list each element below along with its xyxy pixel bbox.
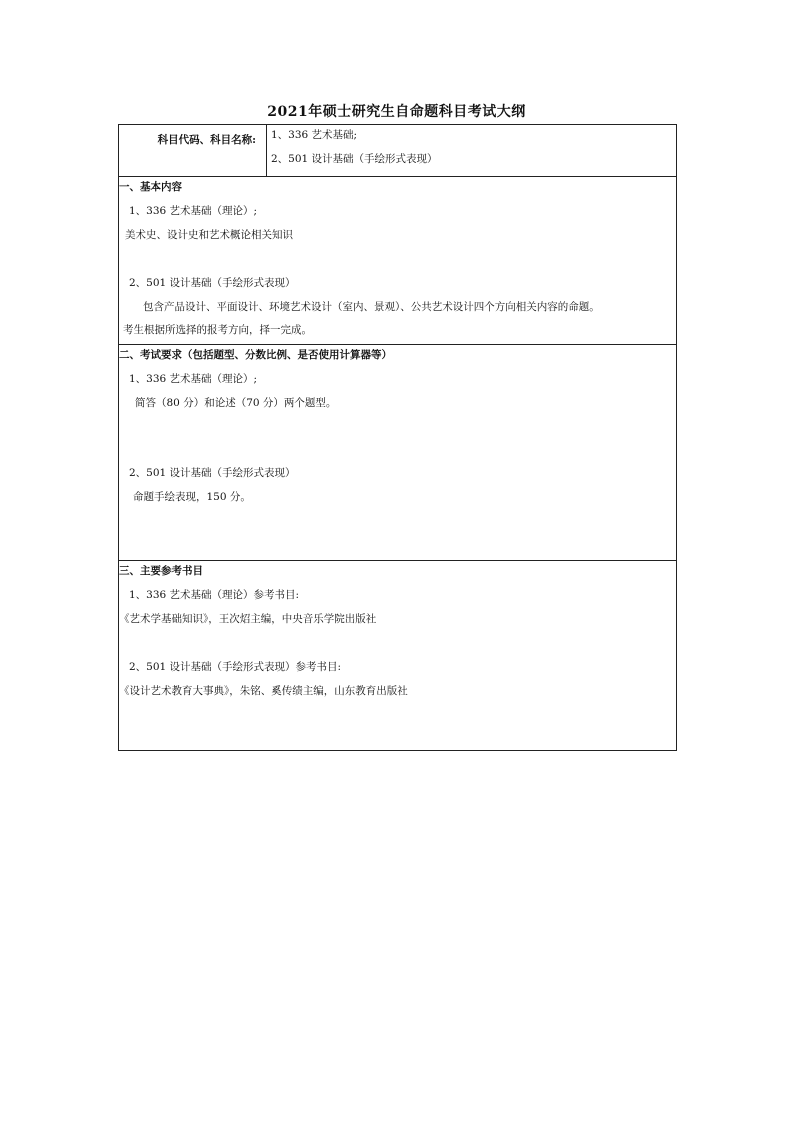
section-line: 2、501 设计基础（手绘形式表现） xyxy=(129,277,296,289)
section-basic-content xyxy=(119,176,676,344)
subject-item-336: 1、336 艺术基础; xyxy=(271,129,358,141)
section-line: 2、501 设计基础（手绘形式表现）参考书目: xyxy=(129,661,342,673)
section-line: 2、501 设计基础（手绘形式表现） xyxy=(129,467,296,479)
section-line: 《艺术学基础知识》，王次炤主编，中央音乐学院出版社 xyxy=(119,613,377,625)
section-line: 简答（80 分）和论述（70 分）两个题型。 xyxy=(135,397,337,409)
section-heading: 二、考试要求（包括题型、分数比例、是否使用计算器等） xyxy=(119,349,392,361)
section-line: 美术史、设计史和艺术概论相关知识 xyxy=(125,229,293,241)
subject-values-cell xyxy=(267,125,676,176)
subject-item-501: 2、501 设计基础（手绘形式表现） xyxy=(271,153,438,165)
subject-code-name-label: 科目代码、科目名称: xyxy=(119,125,267,176)
section-line: 包含产品设计、平面设计、环境艺术设计（室内、景观）、公共艺术设计四个方向相关内容的命题。 xyxy=(143,301,600,313)
document-title: 2021年硕士研究生自命题科目考试大纲 xyxy=(267,104,526,120)
section-line: 1、336 艺术基础（理论）; xyxy=(129,205,258,217)
section-line: 《设计艺术教育大事典》，朱铭、奚传绩主编，山东教育出版社 xyxy=(119,685,408,697)
section-reference-books xyxy=(119,560,676,750)
section-heading: 一、基本内容 xyxy=(119,181,182,193)
section-line: 1、336 艺术基础（理论）; xyxy=(129,373,258,385)
section-line: 1、336 艺术基础（理论）参考书目: xyxy=(129,589,300,601)
subject-row xyxy=(119,125,676,176)
section-line: 考生根据所选择的报考方向，择一完成。 xyxy=(123,324,312,336)
section-exam-requirements xyxy=(119,344,676,560)
section-heading: 三、主要参考书目 xyxy=(119,565,203,577)
section-line: 命题手绘表现，150 分。 xyxy=(133,491,251,503)
exam-outline-table xyxy=(118,124,677,751)
